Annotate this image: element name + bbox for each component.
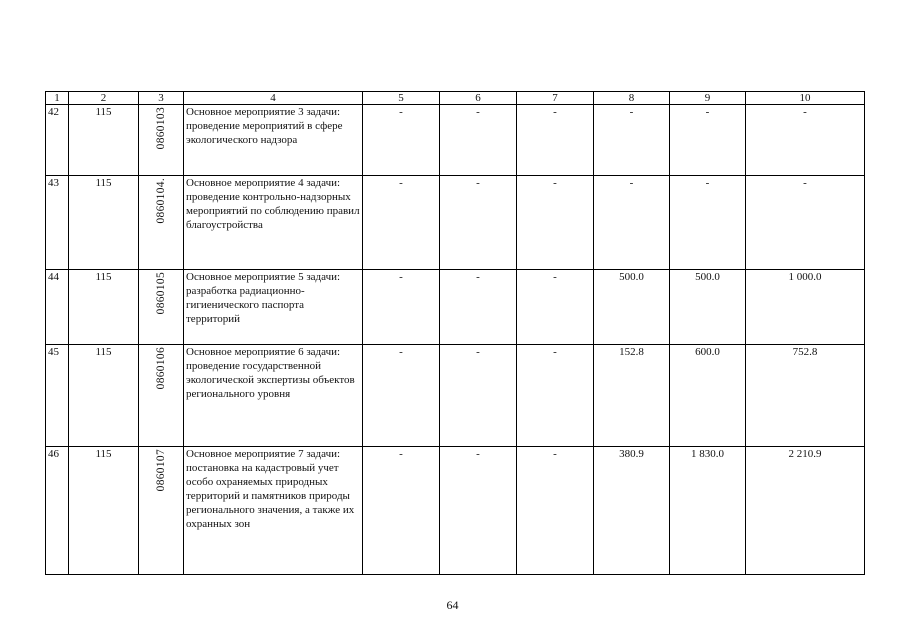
header-cell: 4	[184, 92, 363, 105]
code-text: 0860106	[155, 347, 167, 390]
header-cell: 8	[594, 92, 670, 105]
header-cell: 1	[46, 92, 69, 105]
value-col8: 152.8	[594, 345, 670, 447]
column-2-value: 115	[69, 176, 139, 270]
value-col5: -	[363, 105, 440, 176]
value-col8: 380.9	[594, 447, 670, 575]
value-col7: -	[517, 105, 594, 176]
code-cell	[139, 270, 184, 345]
column-2-value: 115	[69, 105, 139, 176]
table-row	[46, 345, 865, 447]
value-col6: -	[440, 176, 517, 270]
row-number: 45	[46, 345, 69, 447]
value-col9: 500.0	[670, 270, 746, 345]
table-header-row	[46, 92, 865, 105]
value-col9: -	[670, 176, 746, 270]
value-col7: -	[517, 345, 594, 447]
value-col7: -	[517, 176, 594, 270]
code-text: 0860103	[155, 107, 167, 150]
activity-name: Основное мероприятие 7 задачи: постановка на кадастровый учет особо охраняемых природных территорий и памятников природы регионального значения, а также их охранных зон	[184, 447, 363, 575]
value-col9: -	[670, 105, 746, 176]
value-col6: -	[440, 447, 517, 575]
table-row	[46, 447, 865, 575]
value-col10: -	[746, 105, 865, 176]
header-cell: 6	[440, 92, 517, 105]
value-col8: 500.0	[594, 270, 670, 345]
code-text: 0860104.	[155, 178, 167, 224]
column-2-value: 115	[69, 447, 139, 575]
activity-name: Основное мероприятие 4 задачи: проведение контрольно-надзорных мероприятий по соблюдению правил благоустройства	[184, 176, 363, 270]
code-text: 0860107	[155, 449, 167, 492]
value-col6: -	[440, 105, 517, 176]
value-col5: -	[363, 176, 440, 270]
code-text: 0860105	[155, 272, 167, 315]
value-col6: -	[440, 270, 517, 345]
row-number: 46	[46, 447, 69, 575]
activity-name: Основное мероприятие 5 задачи: разработка радиационно-гигиенического паспорта территорий	[184, 270, 363, 345]
page-number: 64	[446, 598, 459, 612]
activity-name: Основное мероприятие 6 задачи: проведение государственной экологической экспертизы объектов регионального уровня	[184, 345, 363, 447]
table-row	[46, 176, 865, 270]
value-col10: 1 000.0	[746, 270, 865, 345]
value-col8: -	[594, 176, 670, 270]
row-number: 44	[46, 270, 69, 345]
value-col10: 752.8	[746, 345, 865, 447]
header-cell: 5	[363, 92, 440, 105]
value-col8: -	[594, 105, 670, 176]
code-cell	[139, 345, 184, 447]
header-cell: 9	[670, 92, 746, 105]
value-col5: -	[363, 270, 440, 345]
header-cell: 10	[746, 92, 865, 105]
row-number: 43	[46, 176, 69, 270]
value-col7: -	[517, 447, 594, 575]
code-cell	[139, 447, 184, 575]
column-2-value: 115	[69, 270, 139, 345]
code-cell	[139, 105, 184, 176]
value-col5: -	[363, 447, 440, 575]
value-col9: 600.0	[670, 345, 746, 447]
column-2-value: 115	[69, 345, 139, 447]
value-col7: -	[517, 270, 594, 345]
header-cell: 7	[517, 92, 594, 105]
code-cell	[139, 176, 184, 270]
activity-name: Основное мероприятие 3 задачи: проведение мероприятий в сфере экологического надзора	[184, 105, 363, 176]
row-number: 42	[46, 105, 69, 176]
value-col9: 1 830.0	[670, 447, 746, 575]
value-col6: -	[440, 345, 517, 447]
value-col5: -	[363, 345, 440, 447]
table-row	[46, 105, 865, 176]
header-cell: 3	[139, 92, 184, 105]
header-cell: 2	[69, 92, 139, 105]
table-row	[46, 270, 865, 345]
value-col10: 2 210.9	[746, 447, 865, 575]
budget-table	[45, 91, 865, 575]
value-col10: -	[746, 176, 865, 270]
